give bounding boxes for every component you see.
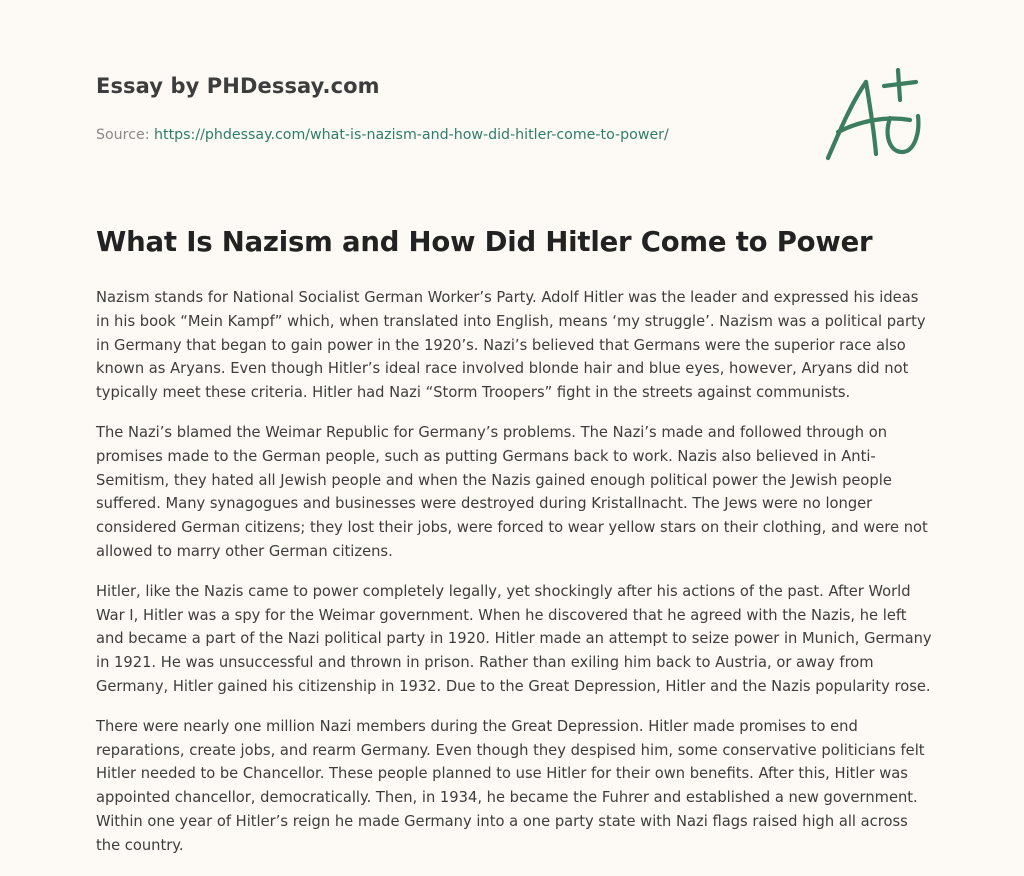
essay-paragraph: There were nearly one million Nazi members during the Great Depression. Hitler made promises to end reparations, create jobs, and rearm Germany. Even though they despised him, some conservative politicians felt Hitler needed to be Chancellor. These people planned to use Hitler for their own benefits. After this, Hitler was appointed chancellor, democratically. Then, in 1934, he became the Fuhrer and established a new government. Within one year of Hitler’s reign he made Germany into a one party state with Nazi flags raised high all across the country. — [96, 717, 925, 854]
essay-paragraph: Nazism stands for National Socialist German Worker’s Party. Adolf Hitler was the leader and expressed his ideas in his book “Mein Kampf” which, when translated into English, means ‘my struggle’. Nazism was a political party in Germany that began to gain power in the 1920’s. Nazi’s believed that Germans were the superior race also known as Aryans. Even though Hitler’s ideal race involved blonde hair and blue eyes, however, Aryans did not typically meet these criteria. Hitler had Nazi “Storm Troopers” fight in the streets against communists. — [96, 289, 926, 402]
essay-title: What Is Nazism and How Did Hitler Come to Power — [96, 226, 873, 258]
source-label: Source: — [96, 127, 155, 143]
essay-body — [96, 286, 932, 874]
a-plus-logo-icon — [818, 58, 932, 170]
source-line — [96, 127, 796, 143]
brand-title: Essay by PHDessay.com — [96, 74, 380, 98]
essay-paragraph: The Nazi’s blamed the Weimar Republic for Germany’s problems. The Nazi’s made and followed through on promises made to the German people, such as putting Germans back to work. Nazis also believed in Anti-Semitism, they hated all Jewish people and when the Nazis gained enough political power the Jewish people suffered. Many synagogues and businesses were destroyed during Kristallnacht. The Jews were no longer considered German citizens; they lost their jobs, were forced to wear yellow stars on their clothing, and were not allowed to marry other German citizens. — [96, 423, 928, 560]
essay-paragraph: Hitler, like the Nazis came to power completely legally, yet shockingly after his actions of the past. After World War I, Hitler was a spy for the Weimar government. When he discovered that he agreed with the Nazis, he left and became a part of the Nazi political party in 1920. Hitler made an attempt to seize power in Munich, Germany in 1921. He was unsuccessful and thrown in prison. Rather than exiling him back to Austria, or away from Germany, Hitler gained his citizenship in 1932. Due to the Great Depression, Hitler and the Nazis popularity rose. — [96, 582, 932, 695]
source-link[interactable]: https://phdessay.com/what-is-nazism-and-how-did-hitler-come-to-power/ — [154, 127, 669, 143]
essay-header — [96, 74, 796, 143]
